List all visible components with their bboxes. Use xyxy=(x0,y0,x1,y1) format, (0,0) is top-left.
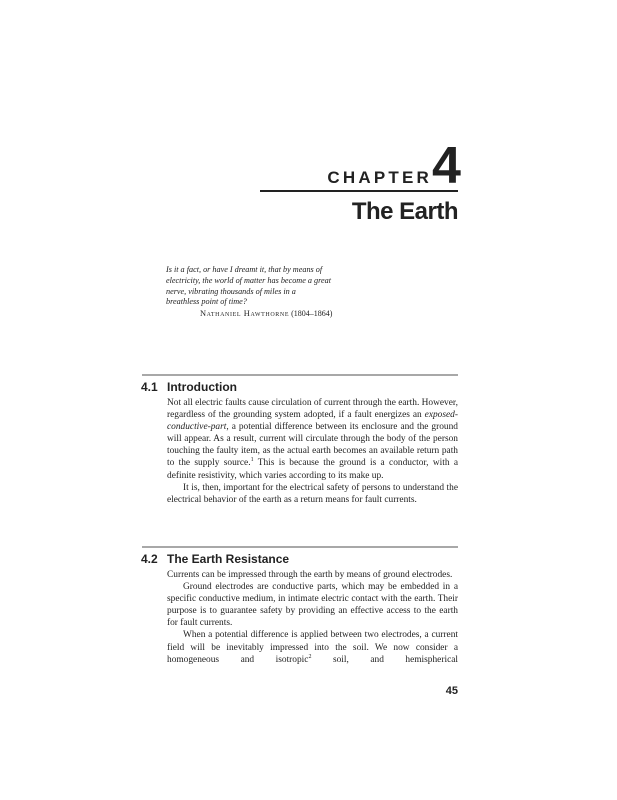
paragraph-text: When a potential difference is applied between two electrodes, a current field will be inevitably impressed into the soil. We now consider a homogeneous and isotropic xyxy=(167,630,458,665)
footnote-marker: 1 xyxy=(250,457,254,464)
paragraph xyxy=(167,397,458,482)
chapter-number: 4 xyxy=(432,137,461,195)
epigraph-years: (1804–1864) xyxy=(291,309,333,318)
section-rule xyxy=(142,546,458,548)
footnote-marker: 2 xyxy=(308,653,312,660)
emphasis-term: exposed-conductive-part xyxy=(167,410,458,433)
paragraph: Currents can be impressed through the earth by means of ground electrodes. xyxy=(167,570,453,580)
paragraph-text: soil, and hemispherical xyxy=(311,654,458,665)
chapter-label: CHAPTER xyxy=(327,168,432,187)
paragraph: Ground electrodes are conductive parts, which may be embedded in a specific conductive medium, in intimate electric contact with the earth. Their purpose is to guarantee safety by providing an effective access to the earth for fault currents. xyxy=(167,582,458,629)
epigraph-author: Nathaniel Hawthorne xyxy=(200,309,290,318)
section-body-introduction xyxy=(167,397,458,506)
paragraph-text: Not all electric faults cause circulation of current through the earth. However, regardless of the grounding system adopted, if a fault energizes an xyxy=(167,398,458,421)
epigraph-line: nerve, vibrating thousands of miles in a xyxy=(166,286,296,296)
epigraph-line: breathless point of time? xyxy=(166,297,247,307)
section-rule xyxy=(142,374,458,376)
epigraph-line: Is it a fact, or have I dreamt it, that by means of xyxy=(166,265,323,274)
paragraph-text: , a potential difference between its enclosure and the ground will appear. As a result, current will circulate through the body of the person touching the faulty item, as the actual earth becomes an available return path to the supply source. xyxy=(167,422,458,469)
epigraph-line: electricity, the world of matter has become a great xyxy=(166,275,332,285)
section-heading-introduction xyxy=(141,380,237,394)
section-body-earth-resistance xyxy=(167,569,458,666)
section-title: The Earth Resistance xyxy=(167,552,290,566)
paragraph xyxy=(167,629,458,665)
paragraph-text: This is because the ground is a conductor, with a definite resistivity, which varies according to its make up. xyxy=(167,458,458,481)
epigraph-attribution xyxy=(200,309,332,318)
section-heading-earth-resistance xyxy=(141,552,289,566)
chapter-title: The Earth xyxy=(351,198,458,225)
paragraph: It is, then, important for the electrical safety of persons to understand the electrical behavior of the earth as a return means for fault currents. xyxy=(167,482,458,505)
section-number: 4.1 xyxy=(141,380,158,394)
page-number: 45 xyxy=(445,685,458,697)
epigraph xyxy=(166,265,351,308)
section-number: 4.2 xyxy=(141,552,158,566)
section-title: Introduction xyxy=(167,380,237,394)
chapter-rule xyxy=(260,190,458,192)
